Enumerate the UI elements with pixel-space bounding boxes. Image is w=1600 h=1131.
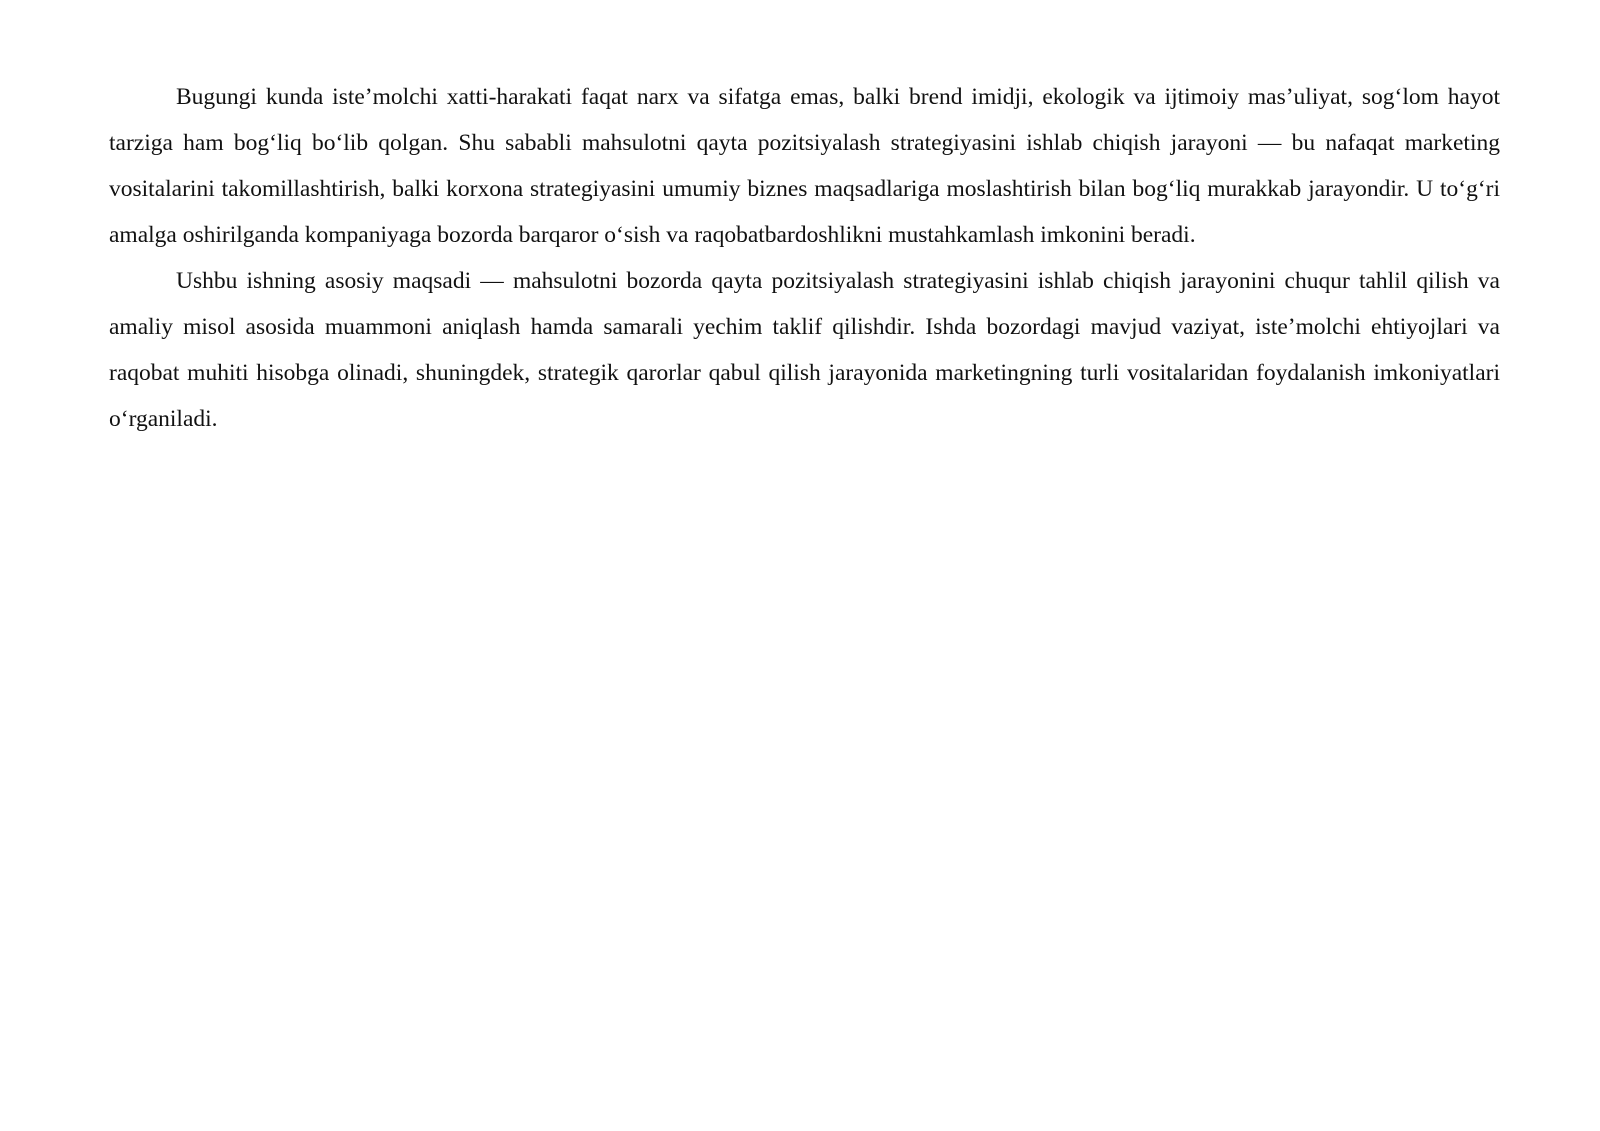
paragraph-1: Bugungi kunda iste’molchi xatti-harakati faqat narx va sifatga emas, balki brend imidji, ekologik va ijtimoiy mas’uliyat, sog‘lom hayot tarziga ham bog‘liq bo‘lib qolgan. Shu sababli mahsulotni qayta pozitsiyalash strategiyasini ishlab chiqish jarayoni — bu nafaqat marketing vositalarini takomillashtirish, balki korxona strategiyasini umumiy biznes maqsadlariga moslashtirish bilan bog‘liq murakkab jarayondir. U to‘g‘ri amalga oshirilganda kompaniyaga bozorda barqaror o‘sish va raqobatbardoshlikni mustahkamlash imkonini beradi. [109, 84, 1500, 248]
document-body [109, 74, 1500, 442]
paragraph-2: Ushbu ishning asosiy maqsadi — mahsulotni bozorda qayta pozitsiyalash strategiyasini ishlab chiqish jarayonini chuqur tahlil qilish va amaliy misol asosida muammoni aniqlash hamda samarali yechim taklif qilishdir. Ishda bozordagi mavjud vaziyat, iste’molchi ehtiyojlari va raqobat muhiti hisobga olinadi, shuningdek, strategik qarorlar qabul qilish jarayonida marketingning turli vositalaridan foydalanish imkoniyatlari o‘rganiladi. [109, 268, 1500, 432]
